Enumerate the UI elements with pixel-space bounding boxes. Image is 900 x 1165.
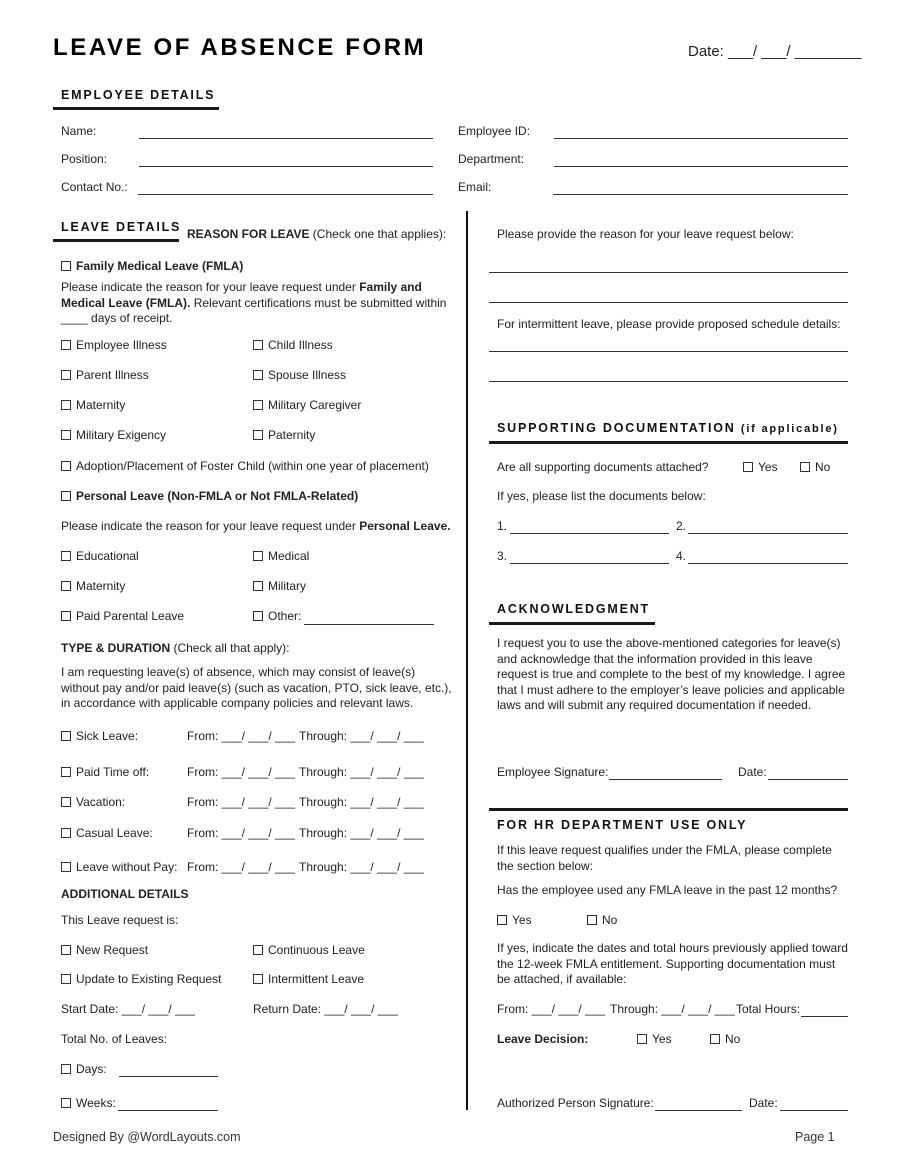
- fmla-checkbox[interactable]: [61, 259, 243, 273]
- checkbox-icon: [253, 370, 263, 380]
- hr-fmla-yes[interactable]: [497, 913, 532, 927]
- checkbox-icon: [61, 430, 71, 440]
- hr-dates-instructions: If yes, indicate the dates and total hours previously applied toward the 12-week FMLA entitlement. Supporting documentation must be attached, if available:: [497, 941, 848, 986]
- checkbox-icon: [61, 767, 71, 777]
- sick-through-date[interactable]: Through: ___/ ___/ ___: [299, 729, 424, 743]
- option-spouse-illness[interactable]: [253, 368, 346, 382]
- checkbox-icon: [61, 611, 71, 621]
- personal-instructions: [61, 519, 451, 533]
- weeks-label: Weeks:: [76, 1096, 116, 1110]
- other-reason-field[interactable]: [304, 624, 434, 625]
- days-field[interactable]: [119, 1076, 218, 1077]
- option-label: Military: [268, 579, 306, 593]
- supporting-docs-note: (if applicable): [740, 423, 839, 435]
- leave-type-pto[interactable]: [61, 765, 149, 779]
- docs-list-prompt: If yes, please list the documents below:: [497, 489, 706, 503]
- option-military[interactable]: [253, 579, 306, 593]
- fmla-para-text-end: Relevant certifications must be submitted within ____ days of receipt.: [61, 295, 447, 325]
- page-title: LEAVE OF ABSENCE FORM: [53, 34, 427, 61]
- option-label: Parent Illness: [76, 368, 149, 382]
- option-continuous-leave[interactable]: [253, 943, 365, 957]
- leave-type-label: Casual Leave:: [76, 826, 153, 840]
- option-label: Adoption/Placement of Foster Child (within one year of placement): [76, 459, 429, 473]
- fmla-para-text: Please indicate the reason for your leave request under: [61, 280, 360, 294]
- leave-type-label: Paid Time off:: [76, 765, 150, 779]
- type-duration-para: I am requesting leave(s) of absence, which may consist of leave(s) without pay and/or paid leave(s) (such as vacation, PTO, sick leave, etc.), in accordance with applicable company policies and relevant laws.: [61, 665, 452, 710]
- position-label: Position:: [61, 152, 108, 166]
- option-label: Paid Parental Leave: [76, 609, 185, 623]
- checkbox-icon: [253, 974, 263, 984]
- vacation-through-date[interactable]: Through: ___/ ___/ ___: [299, 795, 424, 809]
- checkbox-icon: [253, 430, 263, 440]
- leave-type-vacation[interactable]: [61, 795, 125, 809]
- authorized-signature-label: Authorized Person Signature:: [497, 1096, 654, 1110]
- authorized-date-field[interactable]: [780, 1110, 848, 1111]
- no-label: No: [602, 913, 618, 927]
- leave-type-without-pay[interactable]: [61, 860, 177, 874]
- option-paternity[interactable]: [253, 428, 315, 442]
- doc-item-1-field[interactable]: [510, 533, 669, 534]
- checkbox-icon: [61, 974, 71, 984]
- checkbox-icon: [61, 828, 71, 838]
- email-field[interactable]: [553, 194, 848, 195]
- option-label: Spouse Illness: [268, 368, 347, 382]
- employee-id-label: Employee ID:: [458, 124, 531, 138]
- yes-label: Yes: [512, 913, 532, 927]
- intermittent-prompt: For intermittent leave, please provide proposed schedule details:: [497, 317, 841, 331]
- yes-label: Yes: [652, 1032, 672, 1046]
- checkbox-icon: [61, 581, 71, 591]
- section-underline: [53, 239, 179, 242]
- option-child-illness[interactable]: [253, 338, 333, 352]
- doc-item-2-field[interactable]: [688, 533, 848, 534]
- type-duration-heading: [61, 641, 290, 655]
- section-underline: [489, 441, 848, 444]
- option-label: Continuous Leave: [268, 943, 365, 957]
- docs-attached-question: Are all supporting documents attached?: [497, 460, 709, 474]
- name-label: Name:: [61, 124, 97, 138]
- without-pay-from-date[interactable]: From: ___/ ___/ ___: [187, 860, 296, 874]
- reason-line-1[interactable]: [489, 272, 848, 273]
- request-is-label: This Leave request is:: [61, 913, 179, 927]
- option-update-request[interactable]: [61, 972, 221, 986]
- checkbox-icon: [253, 340, 263, 350]
- personal-leave-checkbox[interactable]: [61, 489, 358, 503]
- checkbox-icon: [61, 1064, 71, 1074]
- option-paid-parental-leave[interactable]: [61, 609, 184, 623]
- vacation-from-date[interactable]: From: ___/ ___/ ___: [187, 795, 296, 809]
- department-field[interactable]: [554, 166, 848, 167]
- checkbox-icon: [497, 915, 507, 925]
- checkbox-icon: [253, 400, 263, 410]
- yes-label: Yes: [758, 460, 778, 474]
- hr-fmla-no[interactable]: [587, 913, 617, 927]
- hr-total-hours-field[interactable]: [801, 1016, 848, 1017]
- form-date-field[interactable]: Date: ___/ ___/ ________: [688, 43, 862, 60]
- option-personal-maternity[interactable]: [61, 579, 125, 593]
- checkbox-icon: [61, 400, 71, 410]
- no-label: No: [815, 460, 831, 474]
- employee-date-label: Date:: [738, 765, 767, 779]
- reason-for-leave-heading: [187, 227, 446, 241]
- no-label: No: [725, 1032, 741, 1046]
- option-label: New Request: [76, 943, 149, 957]
- checkbox-icon: [61, 1098, 71, 1108]
- return-date-field[interactable]: Return Date: ___/ ___/ ___: [253, 1002, 398, 1016]
- hr-fmla-question: Has the employee used any FMLA leave in the past 12 months?: [497, 883, 838, 897]
- docs-attached-no[interactable]: [800, 460, 830, 474]
- casual-through-date[interactable]: Through: ___/ ___/ ___: [299, 826, 424, 840]
- option-label: Child Illness: [268, 338, 333, 352]
- authorized-date-label: Date:: [749, 1096, 778, 1110]
- checkbox-icon: [61, 261, 71, 271]
- option-label: Paternity: [268, 428, 316, 442]
- pto-through-date[interactable]: Through: ___/ ___/ ___: [299, 765, 424, 779]
- option-adoption[interactable]: [61, 459, 429, 473]
- days-label: Days:: [76, 1062, 107, 1076]
- supporting-docs-heading: [497, 421, 839, 435]
- section-underline: [53, 107, 219, 110]
- checkbox-icon: [253, 611, 263, 621]
- reason-for-leave-title: REASON FOR LEAVE: [187, 227, 310, 241]
- fmla-instructions: [61, 280, 451, 327]
- option-military-exigency[interactable]: [61, 428, 166, 442]
- checkbox-icon: [61, 491, 71, 501]
- email-label: Email:: [458, 180, 492, 194]
- option-label: Educational: [76, 549, 139, 563]
- weeks-field[interactable]: [118, 1110, 218, 1111]
- doc-item-4-label: 4.: [676, 549, 687, 563]
- option-label: Intermittent Leave: [268, 972, 365, 986]
- docs-attached-yes[interactable]: [743, 460, 778, 474]
- employee-signature-field[interactable]: [609, 779, 722, 780]
- option-other[interactable]: [253, 609, 301, 623]
- personal-para-text: Please indicate the reason for your leave request under: [61, 519, 360, 533]
- position-field[interactable]: [139, 166, 433, 167]
- doc-item-1-label: 1.: [497, 519, 508, 533]
- leave-type-label: Leave without Pay:: [76, 860, 178, 874]
- reason-line-2[interactable]: [489, 302, 848, 303]
- schedule-line-1[interactable]: [489, 351, 848, 352]
- section-underline: [489, 622, 655, 625]
- reason-prompt: Please provide the reason for your leave request below:: [497, 227, 794, 241]
- option-label: Medical: [268, 549, 310, 563]
- casual-from-date[interactable]: From: ___/ ___/ ___: [187, 826, 296, 840]
- option-parent-illness[interactable]: [61, 368, 149, 382]
- contact-label: Contact No.:: [61, 180, 128, 194]
- checkbox-icon: [253, 551, 263, 561]
- employee-id-field[interactable]: [554, 138, 848, 139]
- leave-decision-no[interactable]: [710, 1032, 740, 1046]
- weeks-checkbox[interactable]: [61, 1096, 116, 1110]
- reason-for-leave-note: (Check one that applies):: [309, 227, 447, 241]
- option-medical[interactable]: [253, 549, 309, 563]
- option-label: Update to Existing Request: [76, 972, 222, 986]
- checkbox-icon: [800, 462, 810, 472]
- checkbox-icon: [61, 551, 71, 561]
- checkbox-icon: [61, 370, 71, 380]
- checkbox-icon: [61, 340, 71, 350]
- checkbox-icon: [61, 461, 71, 471]
- hr-heading: FOR HR DEPARTMENT USE ONLY: [497, 818, 748, 832]
- doc-item-3-label: 3.: [497, 549, 508, 563]
- checkbox-icon: [253, 945, 263, 955]
- checkbox-icon: [61, 797, 71, 807]
- hr-from-date[interactable]: From: ___/ ___/ ___: [497, 1002, 606, 1016]
- checkbox-icon: [743, 462, 753, 472]
- option-label: Military Exigency: [76, 428, 167, 442]
- name-field[interactable]: [139, 138, 433, 139]
- checkbox-icon: [587, 915, 597, 925]
- hr-through-date[interactable]: Through: ___/ ___/ ___: [610, 1002, 735, 1016]
- option-label: Employee Illness: [76, 338, 167, 352]
- option-educational[interactable]: [61, 549, 139, 563]
- type-duration-note: (Check all that apply):: [170, 641, 290, 655]
- leave-type-label: Sick Leave:: [76, 729, 139, 743]
- option-military-caregiver[interactable]: [253, 398, 361, 412]
- option-label: Other:: [268, 609, 302, 623]
- acknowledgment-text: I request you to use the above-mentioned categories for leave(s) and acknowledge that the information provided in this leave request is true and complete to the best of my knowledge. I agree that I must adhere to the employer’s leave policies and applicable laws and will submit any required documentation if needed.: [497, 636, 846, 712]
- checkbox-icon: [61, 945, 71, 955]
- option-label: Military Caregiver: [268, 398, 362, 412]
- total-leaves-label: Total No. of Leaves:: [61, 1032, 168, 1046]
- supporting-docs-title: SUPPORTING DOCUMENTATION: [497, 421, 736, 435]
- type-duration-title: TYPE & DURATION: [61, 641, 171, 655]
- authorized-signature-field[interactable]: [655, 1110, 742, 1111]
- fmla-title: Family Medical Leave (FMLA): [76, 259, 244, 273]
- doc-item-4-field[interactable]: [688, 563, 848, 564]
- hr-instructions: If this leave request qualifies under the FMLA, please complete the section below:: [497, 843, 832, 873]
- leave-type-casual[interactable]: [61, 826, 153, 840]
- checkbox-icon: [253, 581, 263, 591]
- leave-decision-label: Leave Decision:: [497, 1032, 589, 1046]
- checkbox-icon: [710, 1034, 720, 1044]
- leave-decision-yes[interactable]: [637, 1032, 672, 1046]
- acknowledgment-heading: ACKNOWLEDGMENT: [497, 602, 650, 616]
- leave-type-sick[interactable]: [61, 729, 138, 743]
- doc-item-2-label: 2.: [676, 519, 687, 533]
- schedule-line-2[interactable]: [489, 381, 848, 382]
- personal-para-bold: Personal Leave.: [359, 519, 451, 533]
- leave-details-heading: LEAVE DETAILS: [61, 220, 182, 234]
- employee-details-heading: EMPLOYEE DETAILS: [61, 88, 216, 102]
- employee-date-field[interactable]: [768, 779, 848, 780]
- option-new-request[interactable]: [61, 943, 148, 957]
- designed-by-credit: Designed By @WordLayouts.com: [53, 1130, 241, 1144]
- sick-from-date[interactable]: From: ___/ ___/ ___: [187, 729, 296, 743]
- additional-details-heading: ADDITIONAL DETAILS: [61, 887, 189, 901]
- option-label: Maternity: [76, 398, 126, 412]
- pto-from-date[interactable]: From: ___/ ___/ ___: [187, 765, 296, 779]
- page-number: Page 1: [795, 1130, 835, 1144]
- without-pay-through-date[interactable]: Through: ___/ ___/ ___: [299, 860, 424, 874]
- option-maternity[interactable]: [61, 398, 125, 412]
- fmla-para-bold: Family and Medical Leave (FMLA).: [61, 280, 422, 310]
- option-label: Maternity: [76, 579, 126, 593]
- doc-item-3-field[interactable]: [510, 563, 669, 564]
- leave-type-label: Vacation:: [76, 795, 126, 809]
- hr-total-hours-label: Total Hours:: [736, 1002, 801, 1016]
- start-date-field[interactable]: Start Date: ___/ ___/ ___: [61, 1002, 196, 1016]
- option-intermittent-leave[interactable]: [253, 972, 364, 986]
- option-employee-illness[interactable]: [61, 338, 167, 352]
- column-divider: [466, 211, 468, 1110]
- checkbox-icon: [61, 862, 71, 872]
- personal-leave-title: Personal Leave (Non-FMLA or Not FMLA-Related): [76, 489, 359, 503]
- department-label: Department:: [458, 152, 525, 166]
- checkbox-icon: [61, 731, 71, 741]
- contact-field[interactable]: [138, 194, 433, 195]
- days-checkbox[interactable]: [61, 1062, 107, 1076]
- hr-section-rule: [489, 808, 848, 811]
- employee-signature-label: Employee Signature:: [497, 765, 609, 779]
- checkbox-icon: [637, 1034, 647, 1044]
